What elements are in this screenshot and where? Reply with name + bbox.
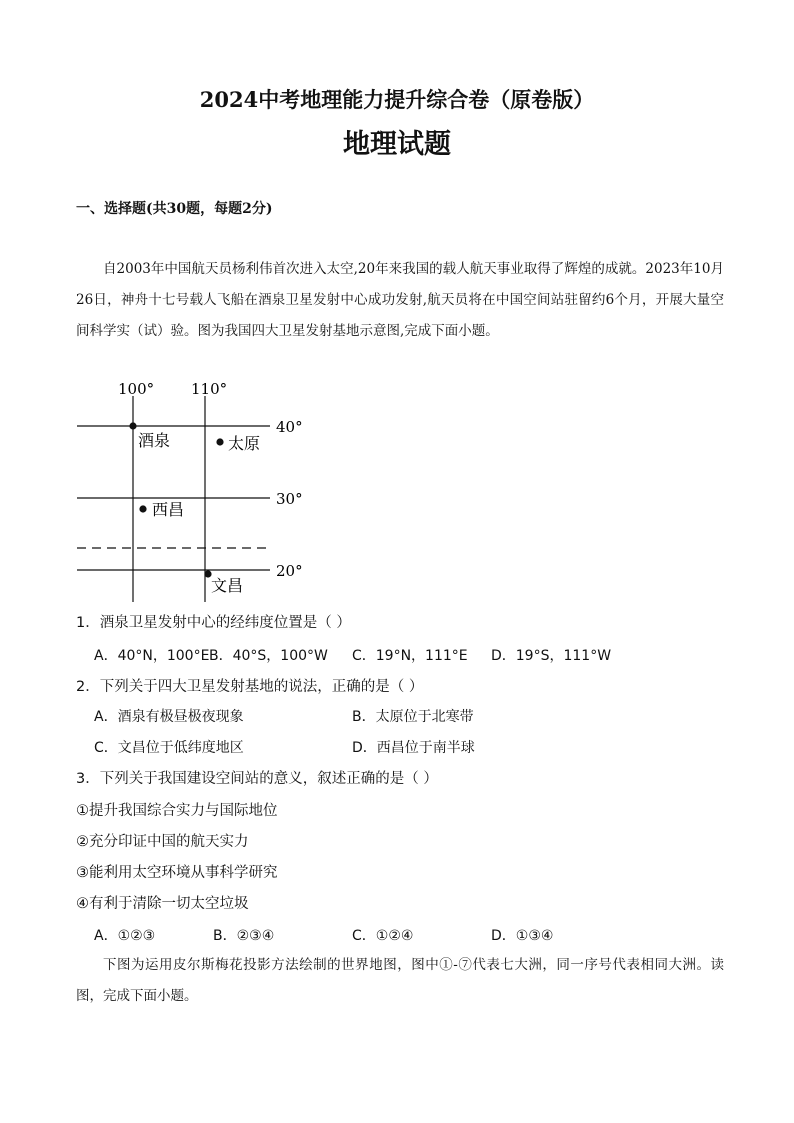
launch-site-map bbox=[70, 376, 320, 606]
q2-option-a[interactable]: A．酒泉有极昼极夜现象 bbox=[94, 709, 244, 725]
site-wenchang-label: 文昌 bbox=[211, 576, 244, 595]
intro-paragraph-2: 下图为运用皮尔斯梅花投影方法绘制的世界地图，图中①-⑦代表七大洲，同一序号代表相同大洲。读图，完成下面小题。 bbox=[76, 957, 724, 1004]
q3-option-b[interactable]: B．②③④ bbox=[213, 928, 275, 944]
page-subtitle: 地理试题 bbox=[343, 129, 451, 160]
site-jiuquan-dot bbox=[129, 422, 136, 429]
q1-option-c[interactable]: C．19°N，111°E bbox=[352, 648, 468, 664]
site-jiuquan-label: 酒泉 bbox=[138, 431, 171, 450]
q3-statement-2: ②充分印证中国的航天实力 bbox=[76, 834, 249, 850]
page-title: 2024中考地理能力提升综合卷（原卷版） bbox=[199, 87, 595, 112]
q3-statement-4: ④有利于清除一切太空垃圾 bbox=[76, 896, 249, 912]
intro-paragraph-1: 自2003年中国航天员杨利伟首次进入太空,20年来我国的载人航天事业取得了辉煌的成就。2023年10月26日，神舟十七号载人飞船在酒泉卫星发射中心成功发射,航天员将在中国空间站驻留约6个月，开展大量空间科学实（试）验。图为我国四大卫星发射基地示意图,完成下面小题。 bbox=[76, 261, 724, 339]
q3-option-a[interactable]: A．①②③ bbox=[94, 928, 156, 944]
section-heading: 一、选择题(共30题，每题2分) bbox=[76, 201, 273, 217]
question-1-stem: 1．酒泉卫星发射中心的经纬度位置是（ ） bbox=[76, 615, 351, 631]
q2-option-b[interactable]: B．太原位于北寒带 bbox=[352, 709, 474, 725]
site-xichang-label: 西昌 bbox=[152, 500, 185, 519]
lon-label-110: 110° bbox=[191, 380, 228, 398]
q3-statement-1: ①提升我国综合实力与国际地位 bbox=[76, 803, 278, 819]
lat-label-40: 40° bbox=[276, 418, 303, 436]
q1-option-a[interactable]: A．40°N，100°E bbox=[94, 648, 210, 664]
q3-statement-3: ③能利用太空环境从事科学研究 bbox=[76, 865, 278, 881]
q1-option-d[interactable]: D．19°S，111°W bbox=[491, 648, 612, 664]
lat-label-20: 20° bbox=[276, 562, 303, 580]
lon-label-100: 100° bbox=[118, 380, 155, 398]
q3-option-c[interactable]: C．①②④ bbox=[352, 928, 414, 944]
question-2-stem: 2．下列关于四大卫星发射基地的说法，正确的是（ ） bbox=[76, 679, 424, 695]
site-xichang-dot bbox=[139, 505, 146, 512]
q1-option-b[interactable]: B．40°S，100°W bbox=[209, 648, 328, 664]
question-3-stem: 3．下列关于我国建设空间站的意义，叙述正确的是（ ） bbox=[76, 771, 438, 787]
site-taiyuan-dot bbox=[216, 438, 223, 445]
q2-option-c[interactable]: C．文昌位于低纬度地区 bbox=[94, 740, 244, 756]
q2-option-d[interactable]: D．西昌位于南半球 bbox=[352, 740, 475, 756]
site-taiyuan-label: 太原 bbox=[228, 434, 261, 453]
q3-option-d[interactable]: D．①③④ bbox=[491, 928, 554, 944]
lat-label-30: 30° bbox=[276, 490, 303, 508]
